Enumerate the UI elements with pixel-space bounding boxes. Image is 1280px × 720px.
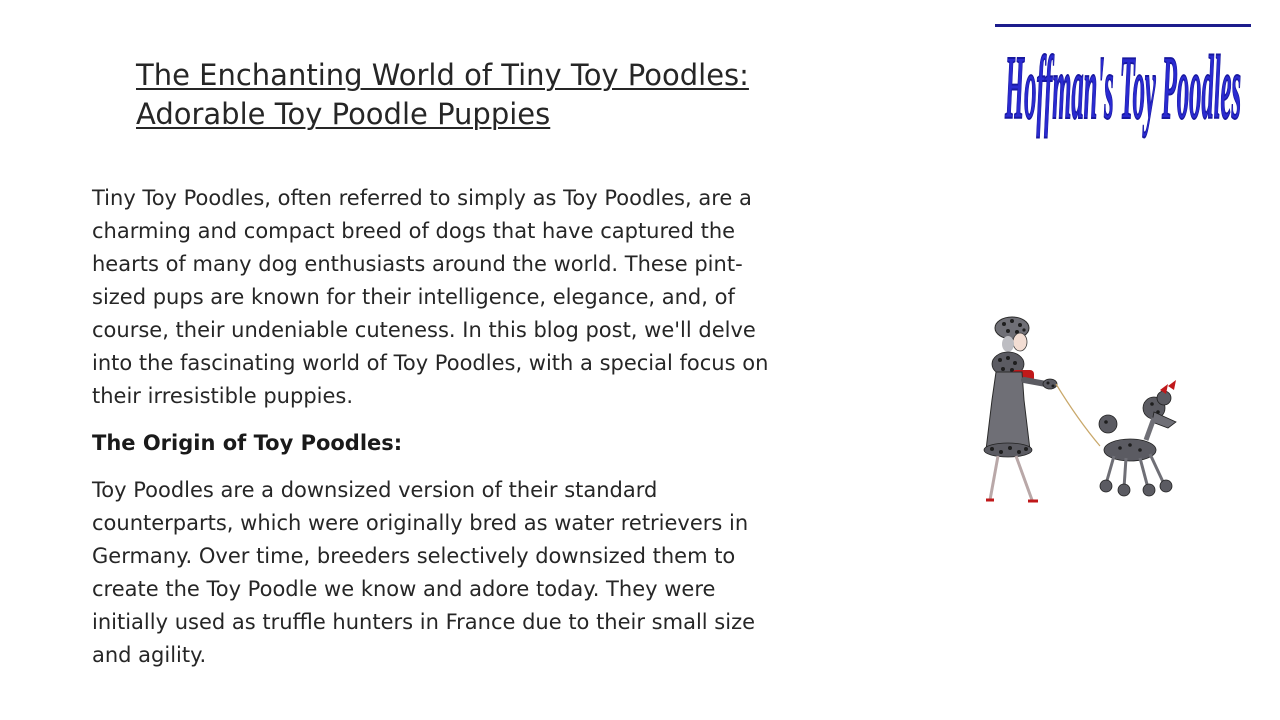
section-heading: The Origin of Toy Poodles: [92,431,403,455]
text-line: charming and compact breed of dogs that have captured the [92,219,736,243]
logo-rule [995,24,1251,27]
svg-text:Hoffman's Toy Poodles: Hoffman's Toy Poodles [1004,36,1241,139]
article-body [92,182,892,672]
brand-logo [995,24,1251,164]
text-line: into the fascinating world of Toy Poodles, with a special focus on [92,351,769,375]
text-line: sized pups are known for their intelligence, elegance, and, of [92,285,735,309]
origin-paragraph [92,474,892,672]
text-line: hearts of many dog enthusiasts around the world. These pint- [92,252,743,276]
text-line: their irresistible puppies. [92,384,354,408]
text-line: course, their undeniable cuteness. In this blog post, we'll delve [92,318,756,342]
text-line: Tiny Toy Poodles, often referred to simply as Toy Poodles, are a [92,186,752,210]
text-line: and agility. [92,643,207,667]
title-line-2: Adorable Toy Poodle Puppies [136,97,551,131]
page-title [136,56,896,134]
text-line: Toy Poodles are a downsized version of their standard [92,478,658,502]
intro-paragraph [92,182,892,413]
text-line: Germany. Over time, breeders selectively downsized them to [92,544,736,568]
text-line: create the Toy Poodle we know and adore today. They were [92,577,716,601]
text-line: initially used as truffle hunters in France due to their small size [92,610,756,634]
logo-wordmark [995,24,1251,164]
text-line: counterparts, which were originally bred as water retrievers in [92,511,749,535]
title-line-1: The Enchanting World of Tiny Toy Poodles: [136,58,749,92]
lady-walking-poodle-illustration [968,300,1218,515]
